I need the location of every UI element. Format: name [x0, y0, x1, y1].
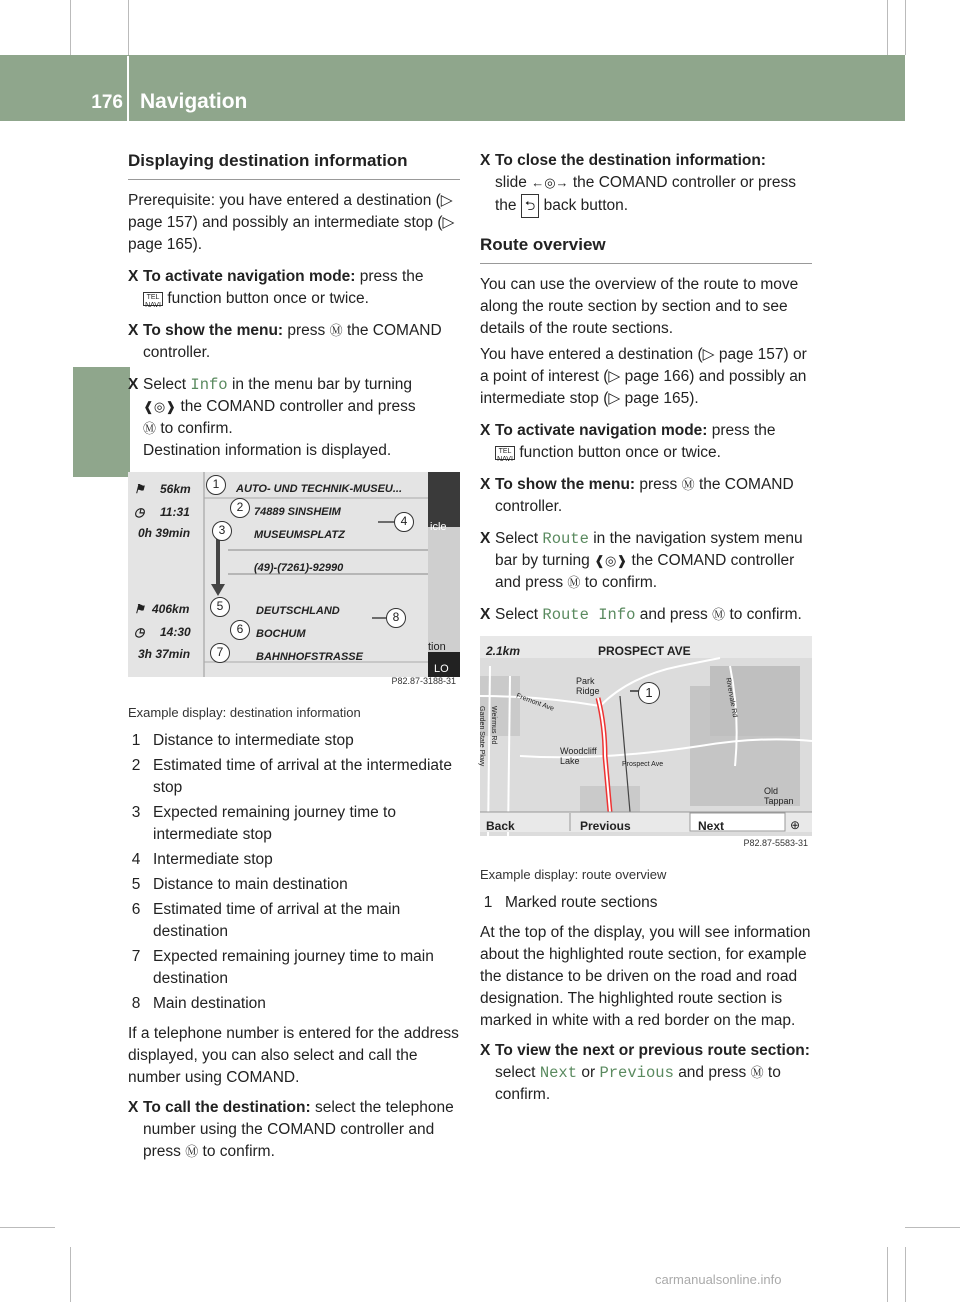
step-text: slide [495, 174, 527, 191]
map-road-rivervale-rd: Rivervale Rd [724, 677, 739, 718]
legend-item [128, 849, 460, 871]
step-text: in the navigation system menu bar by turning [495, 530, 803, 569]
step-text: the COMAND controller or press the [495, 174, 796, 214]
watermark: carmanualsonline.info [655, 1272, 782, 1287]
crop-mark [70, 1247, 71, 1302]
step-arrow-icon: X [128, 376, 139, 393]
step-text: press [708, 1064, 747, 1081]
press-controller-icon: Ⓜ [329, 323, 343, 338]
step-text: press the [711, 422, 776, 439]
step-label: To activate navigation mode: [495, 422, 708, 439]
screen-bottom-distance: 406km [152, 602, 190, 616]
turn-controller-icon: ❰◎❱ [594, 553, 628, 568]
callout-8: 8 [386, 608, 406, 628]
step-text: select [495, 1064, 536, 1081]
ui-term-previous: Previous [599, 1064, 674, 1082]
page-number: 176 [91, 92, 123, 113]
figure-code: P82.87-3188-31 [391, 676, 456, 686]
step-label: To call the destination: [143, 1099, 311, 1116]
legend-text: Main destination [153, 995, 266, 1012]
step-label: To view the next or previous route section: [495, 1042, 810, 1059]
crop-mark [905, 1247, 906, 1302]
tel-navi-button-icon: TEL NAVI [495, 446, 515, 460]
step-text: function button once or twice. [519, 444, 721, 461]
step-view-sections [480, 1040, 812, 1106]
screen-clock-icon: ◷ [134, 625, 145, 639]
press-controller-icon: Ⓜ [681, 477, 695, 492]
step-select-route [480, 528, 812, 594]
step-select-info [128, 374, 460, 462]
map-callout-1: 1 [638, 682, 660, 704]
map-road-fremont-ave: Fremont Ave [515, 692, 555, 713]
legend-number: 1 [483, 894, 493, 911]
legend-text: Marked route sections [505, 894, 658, 911]
press-controller-icon: Ⓜ [712, 607, 726, 622]
step-arrow-icon: X [128, 268, 139, 285]
step-arrow-icon: X [480, 476, 491, 493]
screen-side-label-top: icle [430, 521, 447, 533]
callout-2: 2 [230, 498, 250, 518]
screen-main-street: BAHNHOFSTRASSE [256, 651, 363, 663]
crop-mark [70, 0, 71, 55]
legend-text: Distance to intermediate stop [153, 732, 354, 749]
legend-number: 5 [131, 876, 141, 893]
step-text: the COMAND controller. [143, 322, 442, 361]
legend-number: 2 [131, 757, 141, 774]
route-map [480, 636, 812, 856]
callout-5: 5 [210, 597, 230, 617]
section-heading: Route overview [480, 234, 812, 264]
step-text: the COMAND controller and press [180, 398, 416, 415]
crop-mark [887, 0, 888, 55]
step-activate-nav [480, 420, 812, 464]
screen-side-label-mid: tion [428, 641, 446, 653]
intro-text: You can use the overview of the route to move along the route section by section and to see details of the route sections. [480, 276, 799, 337]
step-text: press [287, 322, 326, 339]
map-place-park-ridge: Park Ridge [576, 676, 600, 696]
header-bar [0, 55, 905, 121]
step-show-menu [480, 474, 812, 518]
step-arrow-icon: X [480, 422, 491, 439]
callout-3: 3 [212, 521, 232, 541]
legend-text: Expected remaining journey time to intermediate stop [153, 804, 396, 843]
figure-caption: Example display: destination information [128, 705, 361, 720]
step-arrow-icon: X [128, 1099, 139, 1116]
legend-text: Estimated time of arrival at the main destination [153, 901, 401, 940]
press-controller-icon: Ⓜ [143, 421, 157, 436]
press-controller-icon: Ⓜ [750, 1065, 764, 1080]
callout-4: 4 [394, 512, 414, 532]
legend-number: 3 [131, 804, 141, 821]
press-controller-icon: Ⓜ [567, 575, 581, 590]
step-text: to confirm. [160, 420, 233, 437]
map-street: PROSPECT AVE [598, 644, 691, 658]
map-place-woodcliff-lake: Woodcliff Lake [560, 746, 597, 766]
screen-top-eta: 11:31 [160, 505, 190, 519]
ui-term-info: Info [190, 376, 228, 394]
legend-item [128, 874, 460, 896]
step-text: or [581, 1064, 596, 1081]
map-road-prospect-ave: Prospect Ave [622, 761, 664, 768]
legend-number: 1 [131, 732, 141, 749]
callout-1: 1 [206, 475, 226, 495]
zoom-icon[interactable]: ⊕ [790, 818, 801, 832]
screen-dest-name: AUTO- UND TECHNIK-MUSEU... [236, 483, 403, 495]
step-text: to confirm. [584, 574, 658, 591]
crop-mark [887, 1247, 888, 1302]
map-distance: 2.1km [486, 644, 521, 658]
header-divider [127, 56, 129, 121]
left-column [128, 150, 460, 1173]
right-column [480, 150, 812, 1116]
callout-6: 6 [230, 620, 250, 640]
step-select-route-info [480, 604, 812, 626]
page-title: Navigation [140, 90, 248, 113]
step-text: to confirm. [729, 606, 802, 623]
map-back-button[interactable]: Back [486, 819, 515, 833]
screen-main-country: DEUTSCHLAND [256, 605, 340, 617]
tel-navi-button-icon: TEL NAVI [143, 292, 163, 306]
callout-7: 7 [210, 643, 230, 663]
step-label: To show the menu: [143, 322, 284, 339]
step-text: press the [359, 268, 424, 285]
map-road-weirmus-rd: Weirmus Rd [490, 706, 497, 745]
step-arrow-icon: X [480, 530, 491, 547]
side-tab-label: COMAND [83, 378, 106, 472]
ui-term-route-info: Route Info [542, 606, 636, 624]
legend-item [128, 802, 460, 846]
step-text: to confirm. [495, 1064, 781, 1103]
step-text: select the telephone number using the COMAND controller and press [143, 1099, 454, 1160]
map-next-button[interactable]: Next [698, 819, 725, 833]
crop-mark [905, 1227, 960, 1228]
screen-top-distance: 56km [160, 482, 191, 496]
step-arrow-icon: X [480, 1042, 491, 1059]
figure-code: P82.87-5583-31 [743, 838, 808, 848]
screen-flag-icon: ⚑ [134, 482, 145, 496]
intro-text: You have entered a destination (▷ page 157) or a point of interest (▷ page 166) and possibly an intermediate stop (▷ page 165). [480, 346, 807, 407]
crop-mark [0, 1227, 55, 1228]
route-body-text: At the top of the display, you will see information about the highlighted route section, for example the distance to be driven on the road and road designation. The highlighted route section is marked in white with a red border on the map. [480, 924, 811, 1029]
step-text: Select [143, 376, 187, 393]
step-text: back button. [543, 197, 629, 214]
step-text: the COMAND controller and press [495, 552, 795, 591]
slide-controller-icon: ←◎→ [531, 175, 569, 190]
step-text: Select [495, 606, 539, 623]
step-arrow-icon: X [480, 152, 491, 169]
step-text: Select [495, 530, 539, 547]
phone-note: If a telephone number is entered for the address displayed, you can also select and call the number using COMAND. [128, 1025, 459, 1086]
prerequisite-text: Prerequisite: you have entered a destination (▷ page 157) and possibly an intermediate stop (▷ page 165). [128, 192, 455, 253]
screen-dest-street: MUSEUMSPLATZ [254, 529, 345, 541]
route-overview-screenshot [480, 636, 812, 856]
step-text: press [639, 476, 678, 493]
legend-list [128, 730, 460, 1015]
step-result: Destination information is displayed. [143, 442, 392, 459]
screen-dest-city: 74889 SINSHEIM [254, 506, 341, 518]
step-text: and [678, 1064, 705, 1081]
step-label: To show the menu: [495, 476, 636, 493]
screen-bottom-eta: 14:30 [160, 625, 191, 639]
step-label: To close the destination information: [495, 152, 766, 169]
step-activate-nav [128, 266, 460, 310]
step-text: the COMAND controller. [495, 476, 794, 515]
legend-number: 7 [131, 948, 141, 965]
crop-mark [128, 0, 129, 55]
screen-bottom-remaining: 3h 37min [138, 647, 191, 661]
screen-side-label-bottom: LO [434, 663, 449, 675]
ui-term-route: Route [542, 530, 589, 548]
press-controller-icon: Ⓜ [185, 1144, 199, 1159]
step-close-info [480, 150, 812, 218]
legend-number: 8 [131, 995, 141, 1012]
step-label: To activate navigation mode: [143, 268, 356, 285]
legend-item [128, 946, 460, 990]
legend-text: Intermediate stop [153, 851, 273, 868]
legend-item [480, 892, 812, 914]
legend-item [128, 755, 460, 799]
step-arrow-icon: X [480, 606, 491, 623]
screen-flag-icon: ⚑ [134, 602, 145, 616]
screen-clock-icon: ◷ [134, 505, 145, 519]
map-previous-button[interactable]: Previous [580, 819, 631, 833]
turn-controller-icon: ❰◎❱ [143, 399, 177, 414]
figure-caption: Example display: route overview [480, 867, 667, 882]
legend-text: Distance to main destination [153, 876, 348, 893]
legend-item [128, 993, 460, 1015]
step-text: to confirm. [202, 1143, 275, 1160]
crop-mark [905, 0, 906, 55]
destination-info-screenshot [128, 472, 460, 694]
legend-text: Estimated time of arrival at the intermediate stop [153, 757, 452, 796]
screen-phone-number: (49)-(7261)-92990 [254, 562, 344, 574]
ui-term-next: Next [539, 1064, 578, 1082]
step-text: function button once or twice. [167, 290, 369, 307]
legend-text: Expected remaining journey time to main destination [153, 948, 434, 987]
legend-item [128, 899, 460, 943]
section-heading: Displaying destination information [128, 150, 460, 180]
legend-number: 4 [131, 851, 141, 868]
map-place-old-tappan: Old Tappan [764, 786, 794, 806]
back-button-icon: ⮌ [521, 194, 539, 218]
step-text: and press [639, 606, 708, 623]
legend-number: 6 [131, 901, 141, 918]
step-arrow-icon: X [128, 322, 139, 339]
map-road-garden-state-pkwy: Garden State Pkwy [478, 706, 485, 767]
step-text: in the menu bar by turning [231, 376, 413, 393]
screen-main-city: BOCHUM [256, 628, 306, 640]
legend-item [128, 730, 460, 752]
step-call-destination [128, 1097, 460, 1163]
step-show-menu [128, 320, 460, 364]
screen-top-remaining: 0h 39min [138, 526, 191, 540]
